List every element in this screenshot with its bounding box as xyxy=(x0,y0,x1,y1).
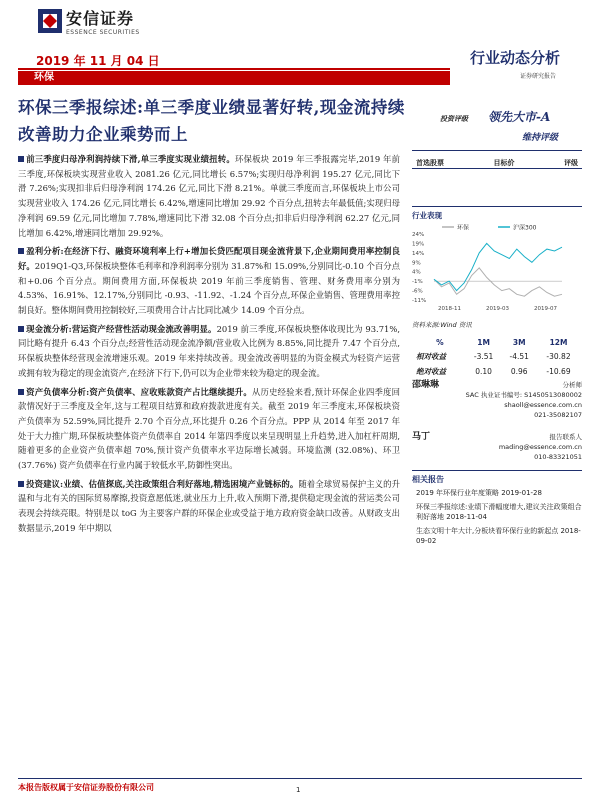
table-cell: 0.96 xyxy=(510,367,528,376)
sector-bar: 环保 xyxy=(18,71,450,85)
paragraph-head: 现金流分析:营运资产经营性活动现金流改善明显。 xyxy=(26,323,217,334)
bullet-square-icon xyxy=(18,248,24,254)
row-label: 绝对收益 xyxy=(416,367,446,376)
analyst-card xyxy=(412,432,582,462)
rating-hold: 维持评级 xyxy=(522,133,559,143)
analyst-name: 马丁 xyxy=(412,432,431,442)
report-body xyxy=(18,152,400,540)
paragraph-text: 从历史经验来看,预计环保企业四季度回款情况好于三季度及全年,这与工程项目结算和政府拨款进度有关。截至 2019 年三季度末,环保板块资产负债率为 52.59%,同比提升 2.70 个百分点,环比提升 0.26 个百分点。PPP 从 2014 年至 2017 年处于大力推广期,环保板块整体资产负债率自 2014 年第四季度以来呈现明显上升趋势,进入加杠杆周期,随着更多的企业资产负债率超 70%,预计资产负债率水平边际增长减弱。环境监测 (32.08%)、环卫 (37.76%) 资产负债率在行业内属于较低水平,防御性突出。 xyxy=(18,386,400,471)
table-cell: -3.51 xyxy=(473,352,494,361)
related-report-item[interactable] xyxy=(416,526,582,546)
page-number: 1 xyxy=(296,786,301,794)
row-label: 相对收益 xyxy=(416,352,446,361)
related-reports-list xyxy=(416,488,582,550)
paragraph-head: 盈利分析:在经济下行、融资环境利率上行+增加长贷匹配项目现金流背景下,企业期间费用率控制良好。 xyxy=(18,246,400,271)
table-row xyxy=(414,349,580,364)
analyst-email[interactable]: mading@essence.com.cn xyxy=(498,443,582,451)
series-line xyxy=(434,243,562,290)
paragraph-head: 资产负债率分析:资产负债率、应收账款资产占比继续提升。 xyxy=(26,386,252,397)
body-paragraph xyxy=(18,385,400,473)
body-paragraph xyxy=(18,244,400,318)
performance-title: 行业表现 xyxy=(412,211,442,220)
stock-header-left: 首选股票 xyxy=(416,159,444,167)
paragraph-text: 随着全球贸易保护主义的升温和与北有关的国际贸易摩擦,投资意愿低迷,就业压力上升,收入预期下滑,提供稳定现金流的营运类公司表现会持续亮眼。特别是以 toG 为主要客户群的环保企业或受益于地方政府资金缺口改善。从财政支出数据显示,2019 年中期以 xyxy=(18,478,401,533)
report-subtitle: 证券研究报告 xyxy=(519,73,556,80)
table-row xyxy=(414,364,580,379)
industry-performance-chart xyxy=(412,222,582,314)
bullet-square-icon xyxy=(18,156,24,162)
body-paragraph xyxy=(18,152,400,240)
x-tick-label: 2018-11 xyxy=(438,306,461,312)
logo-en: ESSENCE SECURITIES xyxy=(66,29,140,36)
report-title: 环保三季报综述:单三季度业绩显著好转,现金流持续改善助力企业乘势而上 xyxy=(18,98,405,144)
bullet-square-icon xyxy=(18,389,24,395)
table-cell: -30.82 xyxy=(546,352,571,361)
table-cell: -10.69 xyxy=(546,367,571,376)
analyst-role: 分析师 xyxy=(562,381,582,389)
analyst-card xyxy=(412,380,582,420)
legend-label: 环保 xyxy=(457,224,470,232)
related-report-date: 2018-09-02 xyxy=(416,527,581,545)
sidebar-divider xyxy=(412,470,582,471)
performance-table xyxy=(414,336,580,379)
table-header-cell: 3M xyxy=(512,338,526,347)
table-header-row xyxy=(414,336,580,349)
related-report-item[interactable] xyxy=(416,502,582,522)
paragraph-head: 投资建议:业绩、估值探底,关注政策组合利好落地,精选困境产业链标的。 xyxy=(26,478,299,489)
y-tick-label: -6% xyxy=(412,288,423,295)
table-cell: -4.51 xyxy=(509,352,529,361)
bullet-square-icon xyxy=(18,481,24,487)
table-header-cell: 1M xyxy=(477,338,490,347)
y-tick-label: 14% xyxy=(412,250,425,257)
rating-label: 投资评级 xyxy=(440,115,468,123)
rating-value: 领先大市-A xyxy=(488,110,551,124)
paragraph-text: 2019 前三季度,环保板块整体收现比为 93.71%,同比略有提升 6.43 个百分点;经营性活动现金流净额/营业收入比例为 8.85%,同比提升 7.47 个百分点,环保板块整体经营现金流增速乐观。2019 年来持续改善。现金流改善明显的为资金模式为轻资产运营或拥有较为稳定的现金流资产,在经济下行下,仍可以为企业带来较为稳定的现金流。 xyxy=(18,323,400,378)
analyst-phone: 021-35082107 xyxy=(534,411,582,419)
y-tick-label: 24% xyxy=(412,232,425,238)
y-tick-label: 4% xyxy=(412,269,421,276)
analyst-email[interactable]: shaoll@essence.com.cn xyxy=(504,401,582,409)
stock-header-right: 评级 xyxy=(564,159,578,167)
y-tick-label: -11% xyxy=(412,298,427,304)
series-line xyxy=(434,268,562,296)
footer-divider xyxy=(18,778,582,779)
related-report-title: 生态文明十年大计,分板块看环保行业的新起点 xyxy=(416,527,559,535)
footer-disclaimer: 本报告版权属于安信证券股份有限公司 xyxy=(18,783,154,792)
paragraph-text: 环保板块 2019 年三季报露完毕,2019 年前三季度,环保板块实现营业收入 2081.26 亿元,同比增长 6.57%;实现归母净利润 195.27 亿元,同比下滑 7.26%;实现扣非后归母净利润 174.26 亿元,同比下滑 8.21%。单就三季度而言,环保板块上市公司实现营业收入 174.26 亿元,同比增长 6.42%,增速同比增加 29.92 个百分点,扭转去年最低值;实现归母净利润 69.59 亿元,同比增加 7.78%,增速同比下滑 32.08 个百分点;扣非后归母净利润 62.27 亿元,同比增加 6.42%,增速同比增加 29.92%。 xyxy=(18,154,400,238)
related-report-date: 2019-01-28 xyxy=(501,489,542,497)
chart-source: 资料来源:Wind 资讯 xyxy=(412,321,472,329)
y-tick-label: 19% xyxy=(412,241,425,248)
analyst-cert: SAC 执业证书编号: S1450513080002 xyxy=(465,391,582,399)
header-divider xyxy=(18,68,450,70)
table-cell: 0.10 xyxy=(475,367,492,376)
sidebar-divider xyxy=(412,206,582,207)
stock-header xyxy=(412,158,582,168)
x-tick-label: 2019-03 xyxy=(486,306,509,312)
body-paragraph xyxy=(18,477,400,536)
table-header-cell: 12M xyxy=(549,338,568,347)
sidebar-divider xyxy=(412,150,582,151)
related-report-title: 环保三季报综述:业绩下滑幅度增大,建议关注政策组合利好落地 xyxy=(416,503,582,521)
sidebar-divider xyxy=(412,168,582,169)
related-report-date: 2018-11-04 xyxy=(446,513,487,521)
report-date: 2019 年 11 月 04 日 xyxy=(36,54,160,68)
bullet-square-icon xyxy=(18,326,24,332)
stock-header-mid: 目标价 xyxy=(493,159,515,167)
logo-mark-icon xyxy=(38,9,62,33)
report-type: 行业动态分析 xyxy=(469,49,560,67)
related-reports-title: 相关报告 xyxy=(412,475,444,484)
analyst-role: 报告联系人 xyxy=(549,433,582,441)
legend-label: 沪深300 xyxy=(513,224,537,232)
related-report-item[interactable] xyxy=(416,488,582,498)
paragraph-head: 前三季度归母净利润持续下滑,单三季度实现业绩扭转。 xyxy=(26,154,235,164)
y-tick-label: 9% xyxy=(412,260,421,267)
table-header-cell: % xyxy=(436,338,444,347)
x-tick-label: 2019-07 xyxy=(534,306,557,312)
related-report-title: 2019 年环保行业年度策略 xyxy=(416,489,500,497)
analyst-phone: 010-83321051 xyxy=(534,453,582,461)
company-logo xyxy=(38,6,140,36)
paragraph-text: 2019Q1-Q3,环保板块整体毛利率和净利润率分别为 31.87%和 15.09%,分别同比-0.10 个百分点和+0.06 个百分点。期间费用方面,环保板块 2019 年前三季度销售、管理、财务费用率分别为 4.53%、16.91%、12.17%,分别同比 -0.93、-11.92、-1.24 个百分点,环保企业销售、管理费用率控制良好。整体期间费用控制较好,三项费用合计占比同比减少 14.09 个百分点。 xyxy=(18,260,401,316)
logo-cn: 安信证券 xyxy=(66,9,135,28)
y-tick-label: -1% xyxy=(412,279,423,286)
analyst-name: 邵琳琳 xyxy=(412,380,440,390)
body-paragraph xyxy=(18,322,400,381)
